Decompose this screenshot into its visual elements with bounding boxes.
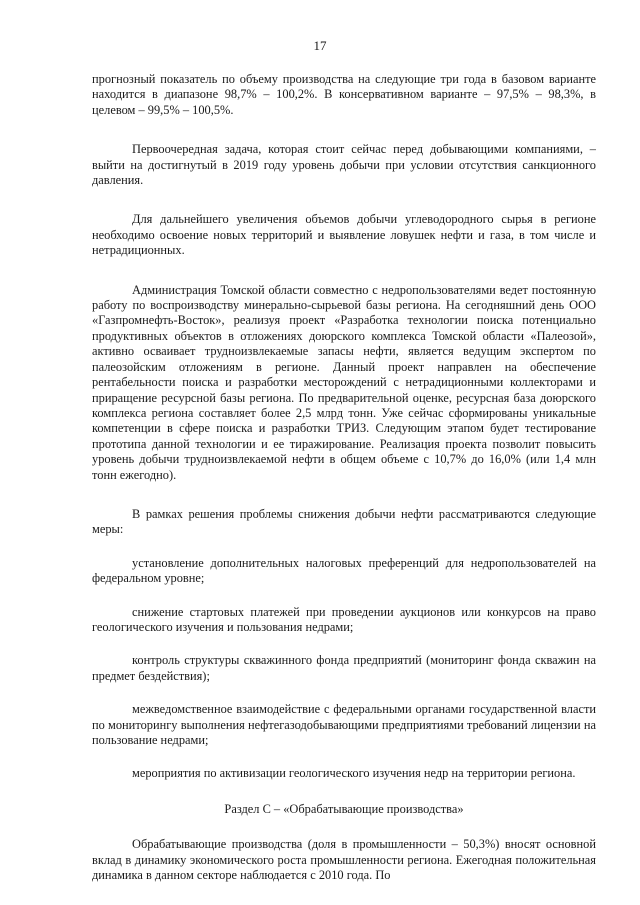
list-item-geological-study: мероприятия по активизации геологического изучения недр на территории региона. — [132, 766, 576, 781]
list-item-tax-preferences: установление дополнительных налоговых преференций для недропользователей на федеральном уровне; — [92, 555, 596, 586]
list-item-interagency-cooperation: межведомственное взаимодействие с федеральными органами государственной власти по мониторингу выполнения нефтегазодобывающими предприятиями требований лицензии на пользование недрами; — [92, 702, 596, 747]
paragraph-tomsk-administration: Администрация Томской области совместно с недропользователями ведет постоянную работу по воспроизводству минерально-сырьевой базы региона. На сегодняшний день ООО «Газпромнефть-Восток», реализуя проект «Разработка технологии поиска потенциально продуктивных объектов в отложениях доюрского комплекса Томской области «Палеозой», активно осваивает трудноизвлекаемые запасы нефти, является ведущим экспертом по палеозойским отложениям в регионе. Данный проект направлен на обеспечение рентабельности поиска и разработки месторождений с нетрадиционными коллекторами и приращение ресурсной базы региона. По предварительной оценке, ресурсная база доюрского комплекса региона составляет более 2,5 млрд тонн. Уже сейчас сформированы уникальные компетенции в сфере поиска и разработки ТРИЗ. Следующим этапом будет тестирование прототипа данной технологии и ее тиражирование. Реализация проекта позволит повысить уровень добычи трудноизвлекаемой нефти в общем объеме с 10,7% до 16,0% (или 1,4 млн тонн ежегодно). — [92, 282, 596, 482]
paragraph-measures-intro: В рамках решения проблемы снижения добычи нефти рассматриваются следующие меры: — [92, 506, 596, 537]
paragraph-manufacturing: Обрабатывающие производства (доля в промышленности – 50,3%) вносят основной вклад в динамику экономического роста промышленности региона. Ежегодная положительная динамика в данном секторе наблюдается с 2010 года. По — [92, 837, 596, 883]
page-number: 17 — [313, 38, 327, 53]
paragraph-new-territories: Для дальнейшего увеличения объемов добычи углеводородного сырья в регионе необходимо освоение новых территорий и выявление ловушек нефти и газа, в том числе и нетрадиционных. — [92, 212, 596, 258]
document-body — [92, 72, 596, 883]
section-heading: Раздел С – «Обрабатывающие производства» — [224, 801, 464, 816]
list-item-auction-payments: снижение стартовых платежей при проведении аукционов или конкурсов на право геологического изучения и пользования недрами; — [92, 604, 596, 634]
paragraph-forecast-continuation: прогнозный показатель по объему производства на следующие три года в базовом варианте находится в диапазоне 98,7% – 100,2%. В консервативном варианте – 97,5% – 98,3%, в целевом – 99,5% – 100,5%. — [92, 72, 596, 117]
list-item-well-stock-control: контроль структуры скважинного фонда предприятий (мониторинг фонда скважин на предмет бездействия); — [92, 653, 596, 683]
paragraph-primary-task: Первоочередная задача, которая стоит сейчас перед добывающими компаниями, – выйти на достигнутый в 2019 году уровень добычи при условии отсутствия санкционного давления. — [92, 142, 596, 188]
